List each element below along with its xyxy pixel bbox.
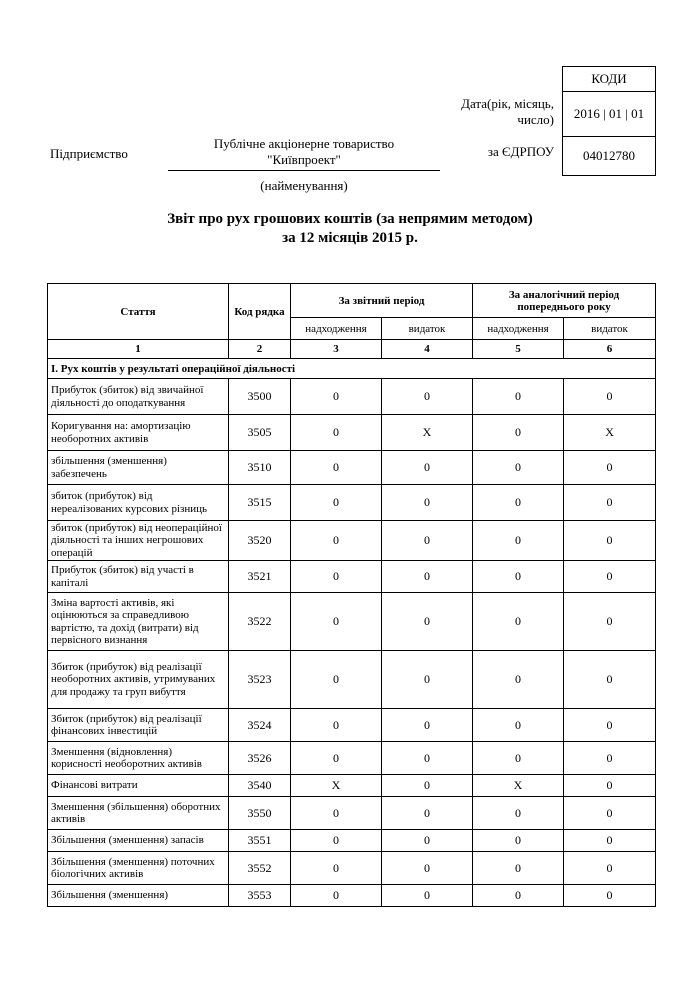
row-value: 0 [382, 651, 473, 709]
row-code: 3550 [229, 797, 291, 830]
date-label: Дата(рік, місяць, число) [461, 96, 554, 127]
row-article: Фінансові витрати [48, 775, 229, 797]
row-value: 0 [291, 593, 382, 651]
report-title: Звіт про рух грошових коштів (за непрямим методом) за 12 місяців 2015 р. [167, 211, 533, 246]
row-value: 0 [291, 885, 382, 907]
row-value: 0 [291, 830, 382, 852]
row-value: 0 [473, 709, 564, 742]
row-code: 3521 [229, 561, 291, 593]
col-out-header: видаток [382, 318, 473, 340]
row-value: 0 [382, 885, 473, 907]
table-row [48, 593, 656, 651]
row-value: 0 [564, 593, 656, 651]
table-row [48, 830, 656, 852]
enterprise-label: Підприємство [50, 146, 128, 161]
table-row [48, 742, 656, 775]
row-code: 3551 [229, 830, 291, 852]
row-article: збільшення (зменшення) забезпечень [48, 451, 229, 485]
row-article: Зменшення (відновлення) корисності необоротних активів [48, 742, 229, 775]
row-article: збиток (прибуток) від неопераційної діяльності та інших негрошових операцій [48, 521, 229, 561]
row-article: збиток (прибуток) від нереалізованих курсових різниць [48, 485, 229, 521]
row-value: 0 [473, 593, 564, 651]
col-number: 2 [229, 340, 291, 359]
table-row [48, 775, 656, 797]
row-code: 3500 [229, 379, 291, 415]
cash-flow-table [47, 283, 656, 907]
section-heading: I. Рух коштів у результаті операційної діяльності [48, 359, 656, 379]
row-code: 3523 [229, 651, 291, 709]
codes-box [562, 66, 656, 176]
row-value: X [291, 775, 382, 797]
col-number: 5 [473, 340, 564, 359]
row-article: Коригування на: амортизацію необоротних активів [48, 415, 229, 451]
row-article: Збиток (прибуток) від реалізації необоротних активів, утримуваних для продажу та груп вибуття [48, 651, 229, 709]
row-value: 0 [564, 451, 656, 485]
row-value: 0 [382, 521, 473, 561]
row-value: 0 [564, 379, 656, 415]
row-value: 0 [564, 852, 656, 885]
table-row [48, 885, 656, 907]
company-name: Публічне акціонерне товариство "Київпроект" [168, 136, 440, 171]
row-code: 3526 [229, 742, 291, 775]
table-row [48, 485, 656, 521]
row-value: X [564, 415, 656, 451]
row-value: 0 [473, 379, 564, 415]
col-in-header: надходження [473, 318, 564, 340]
row-article: Збільшення (зменшення) [48, 885, 229, 907]
table-row [48, 415, 656, 451]
col-number: 4 [382, 340, 473, 359]
row-code: 3540 [229, 775, 291, 797]
table-row [48, 709, 656, 742]
row-value: 0 [291, 797, 382, 830]
row-value: 0 [291, 451, 382, 485]
row-value: 0 [291, 852, 382, 885]
row-code: 3524 [229, 709, 291, 742]
row-value: 0 [564, 830, 656, 852]
row-value: 0 [564, 775, 656, 797]
row-article: Збільшення (зменшення) запасів [48, 830, 229, 852]
col-article-header: Стаття [48, 284, 229, 340]
row-value: X [473, 775, 564, 797]
edrpou-label: за ЄДРПОУ [487, 144, 554, 159]
table-row [48, 451, 656, 485]
row-value: 0 [291, 651, 382, 709]
table-row [48, 797, 656, 830]
row-article: Зменшення (збільшення) оборотних активів [48, 797, 229, 830]
row-value: 0 [291, 742, 382, 775]
row-value: 0 [473, 830, 564, 852]
col-out-header: видаток [564, 318, 656, 340]
table-row [48, 651, 656, 709]
table-row [48, 521, 656, 561]
row-value: 0 [564, 797, 656, 830]
row-value: 0 [291, 521, 382, 561]
col-in-header: надходження [291, 318, 382, 340]
row-value: 0 [473, 521, 564, 561]
row-value: 0 [291, 379, 382, 415]
row-value: 0 [382, 709, 473, 742]
row-value: 0 [291, 415, 382, 451]
row-value: 0 [382, 797, 473, 830]
row-value: 0 [473, 561, 564, 593]
col-prev-period-header: За аналогічний період попереднього року [473, 284, 656, 318]
row-value: 0 [382, 852, 473, 885]
row-code: 3552 [229, 852, 291, 885]
row-code: 3553 [229, 885, 291, 907]
row-value: 0 [382, 379, 473, 415]
row-value: 0 [564, 651, 656, 709]
row-article: Збиток (прибуток) від реалізації фінансових інвестицій [48, 709, 229, 742]
row-value: 0 [473, 797, 564, 830]
row-article: Прибуток (збиток) від участі в капіталі [48, 561, 229, 593]
row-article: Зміна вартості активів, які оцінюються за справедливою вартістю, та дохід (витрати) від первісного визнання [48, 593, 229, 651]
row-value: 0 [382, 775, 473, 797]
row-code: 3505 [229, 415, 291, 451]
row-value: 0 [291, 561, 382, 593]
row-value: 0 [564, 521, 656, 561]
table-row [48, 561, 656, 593]
table-row [48, 852, 656, 885]
row-value: 0 [382, 561, 473, 593]
row-value: 0 [564, 709, 656, 742]
table-row [48, 379, 656, 415]
col-period-header: За звітний період [291, 284, 473, 318]
row-value: 0 [564, 561, 656, 593]
row-value: 0 [473, 415, 564, 451]
row-value: 0 [382, 830, 473, 852]
row-value: 0 [382, 593, 473, 651]
row-value: 0 [473, 852, 564, 885]
row-value: 0 [564, 885, 656, 907]
row-value: 0 [473, 451, 564, 485]
row-value: 0 [473, 651, 564, 709]
row-code: 3520 [229, 521, 291, 561]
row-value: X [382, 415, 473, 451]
col-number: 3 [291, 340, 382, 359]
row-code: 3515 [229, 485, 291, 521]
row-value: 0 [382, 485, 473, 521]
row-article: Збільшення (зменшення) поточних біологічних активів [48, 852, 229, 885]
row-value: 0 [473, 485, 564, 521]
row-value: 0 [564, 742, 656, 775]
col-number: 1 [48, 340, 229, 359]
edrpou-value: 04012780 [563, 137, 656, 176]
codes-label: КОДИ [563, 67, 656, 92]
date-value: 2016 | 01 | 01 [563, 92, 656, 137]
row-code: 3510 [229, 451, 291, 485]
row-value: 0 [382, 451, 473, 485]
row-value: 0 [382, 742, 473, 775]
row-value: 0 [564, 485, 656, 521]
row-code: 3522 [229, 593, 291, 651]
row-value: 0 [291, 709, 382, 742]
row-value: 0 [473, 742, 564, 775]
row-value: 0 [291, 485, 382, 521]
row-article: Прибуток (збиток) від звичайної діяльності до оподаткування [48, 379, 229, 415]
col-code-header: Код рядка [229, 284, 291, 340]
row-value: 0 [473, 885, 564, 907]
col-number: 6 [564, 340, 656, 359]
name-caption: (найменування) [260, 178, 348, 193]
